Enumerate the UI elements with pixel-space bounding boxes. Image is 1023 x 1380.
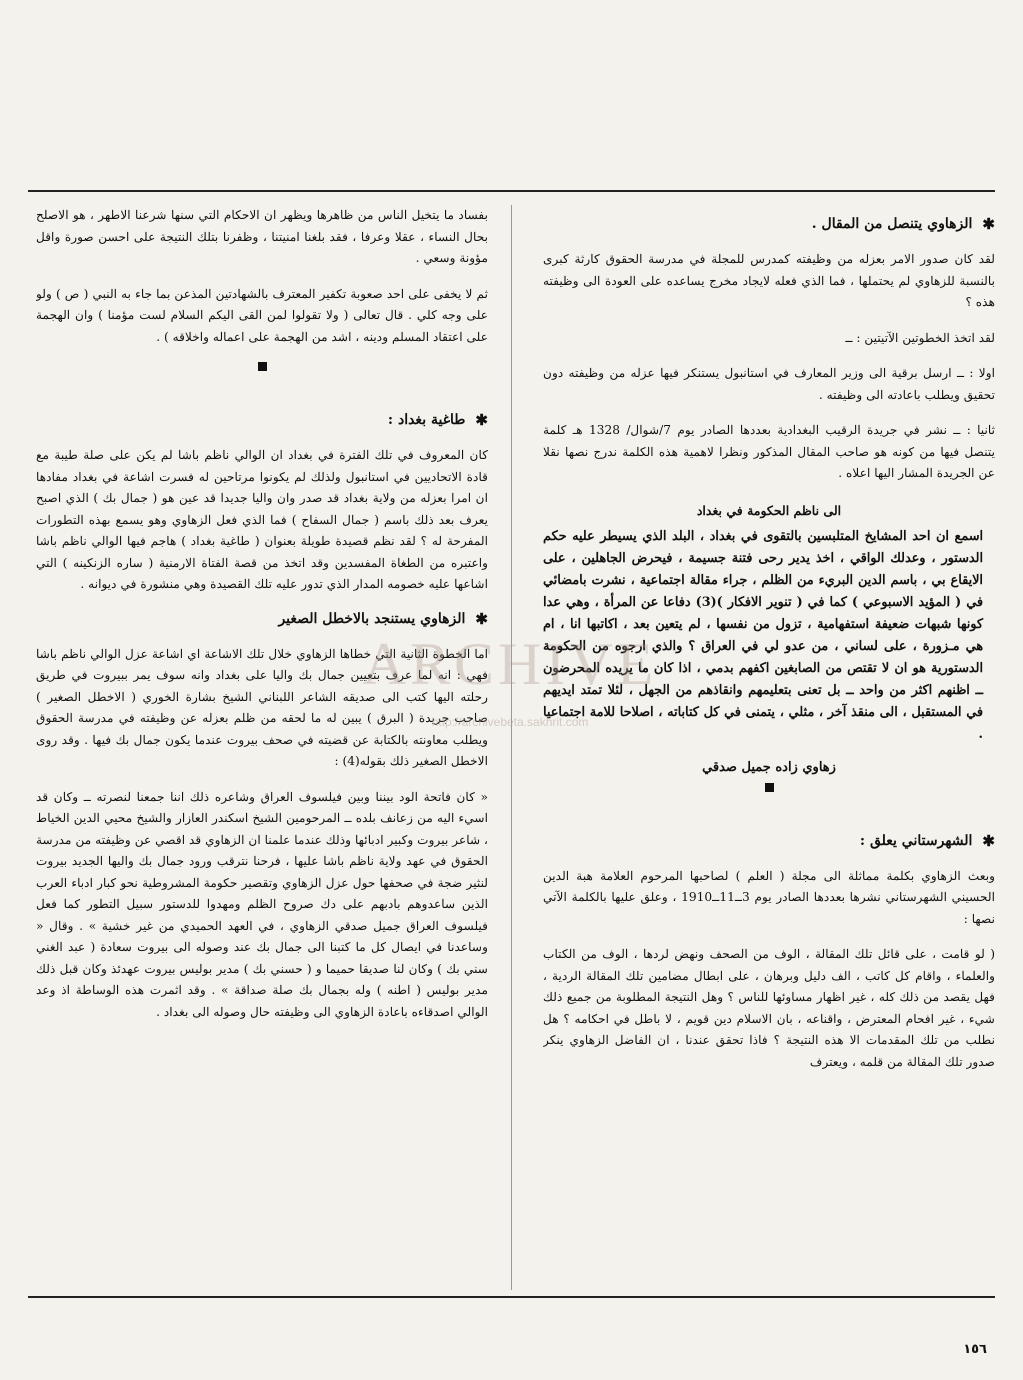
- paragraph: وبعث الزهاوي بكلمة مماثلة الى مجلة ( العلم ) لصاحبها المرحوم العلامة هبة الدين الحسيني الشهرستاني نشرها بعددها الصادر يوم 3ــ11ــ1910 ، وعلق عليها بالكلمة الآتي نصها :: [543, 868, 995, 926]
- paragraph: اولا : ــ ارسل برقية الى وزير المعارف في استانبول يستنكر فيها عزله من وظيفته دون تحقيق ويطلب باعادته الى وظيفته .: [543, 366, 995, 402]
- section-heading: [543, 215, 995, 233]
- column-divider: [511, 205, 512, 1290]
- letter-body: اسمع ان احد المشايخ المتلبسين بالتقوى في بغداد ، البلد الذي يسيطر عليه حكم الدستور ، وعدلك الواقي ، اخذ يدير رحى فتنة جسيمة ، فيحرض الجاهلين ، على الايقاع بي ، باسم الدين البريء من الظلم ، جراء مقالة اجتماعية ، نشرت بامضائي في ( المؤيد الاسبوعي ) كما في ( تنوير الافكار )(3) دفاعا عن المرأة ، وهي عدا كونها شبهات ضعيفة استفهامية ، تزول من نفسها ، لم يتعين بعد ، اكاتبها انا ، ام هي مـزورة ، على لساني ، من عدو لي في العراق ؟ والذي ارجوه من الحكومة الدستورية هو ان لا تقتص من الصابغين اكفهم بدمي ، اذا كان ما يريده المحرضون ــ اظنهم اكثر من واحد ــ بل تعنى بتعليمهم وانقاذهم من الجهل ، لئلا تمتد ايديهم في المستقبل ، الى منقذ آخر ، مثلي ، يتمنى في كل كتاباته ، اصلاحا للامة اجتماعيا .: [543, 528, 984, 742]
- paragraph: اما الخطوة الثانية التي خطاها الزهاوي خلال تلك الاشاعة اي اشاعة عزل الوالي ناظم باشا فهي : انه لما عرف بتعيين جمال بك واليا على بغداد وانه سوف يمر ببيروت في طريق رحلته اليها كتب الى صديقه الشاعر اللبناني الشيخ بشارة الخوري ( الاخطل الصغير ) صاحب جريدة ( البرق ) يبين له ما لحقه من ظلم بعزله عن وظيفته في مدرسة الحقوق ويطلب معاونته بالكتابة عن قضيته في صحف بيروت عندما يكون جمال بك فيها . وقد روى الاخطل الصغير ذلك بقوله(4) :: [36, 646, 488, 768]
- end-mark: [258, 362, 267, 371]
- watermark-url: http://archivebeta.sakhrit.com: [431, 715, 589, 729]
- paragraph: كان المعروف في تلك الفترة في بغداد ان الوالي ناظم باشا لم يكن على صلة طيبة مع قادة الاتحاديين في استانبول ولذلك لم يكونوا مرتاحين له فسرت اشاعة في بغداد مفادها ان امرا بعزله من ولاية بغداد قد صدر وان واليا جديدا قد عين هو ( جمال بك ) الذي اصبح يعرف بعد ذلك باسم ( جمال السفاح ) فما الذي فعل الزهاوي وهو يسمع بهذه التطورات المفرحة له ؟ لقد نظم قصيدة طويلة بعنوان ( طاغية بغداد ) هاجم فيها الوالي ناظم باشا واعتبره من الطغاة المفسدين وقد اتخذ من قصة الفتاة الارمنية ( ساره الزنكينه ) التي اشاعها عليه خصومه المدار الذي تدور عليه تلك القصيدة وهي منشورة في ديوانه .: [36, 448, 488, 591]
- paragraph: بفساد ما يتخيل الناس من ظاهرها ويظهر ان الاحكام التي سنها شرعنا الاطهر ، هو الاصلح بحال النساء ، عقلا وعرفا ، فقد بلغنا امنيتنا ، وظفرنا بتلك النتيجة على احسن صورة واقل مؤونة وسعي .: [36, 208, 488, 265]
- section-heading: [543, 832, 995, 850]
- end-mark: [765, 783, 774, 792]
- heading-text: طاغية بغداد :: [387, 412, 466, 428]
- paragraph: ثانيا : ــ نشر في جريدة الرقيب البغدادية بعددها الصادر يوم 7/شوال/ 1328 هـ كلمة يتنصل فيها من كونه هو صاحب المقال المذكور ونظرا لاهمية هذه الكلمة ندرج نصها نقلا عن الجريدة المشار اليها اعلاه .: [543, 423, 995, 480]
- bottom-rule: [28, 1296, 995, 1298]
- paragraph: لقد اتخذ الخطوتين الآتيتين : ــ: [845, 330, 995, 345]
- paragraph: ( لو قامت ، على قائل تلك المقالة ، الوف من الصحف ونهض لردها ، الوف من الكتاب والعلماء ، واقام كل كاتب ، الف دليل وبرهان ، على ابطال مضامين تلك المقالة الردية ، فهل يقصد من ذلك كله ، غير اظهار مساوئها للناس ؟ وهل النتيجة المطلوبة من جميع ذلك شيء ، غير افحام المعترض ، واقناعه ، بان الاسلام دين قويم ، لا باطل في احكامه ؟ هل نطلب من تلك المقدمات الا هذه النتيجة ؟ فاذا تحقق عندنا ، ان الفاضل الزهاوي ينكر صدور تلك المقالة من قلمه ، ويعترف: [543, 947, 995, 1069]
- paragraph: لقد كان صدور الامر بعزله من وظيفته كمدرس للمجلة في مدرسة الحقوق كارثة كبرى بالنسبة للزهاوي لم يحتملها ، فما الذي فعله لايجاد مخرج يساعده على العودة الى وظيفته هذه ؟: [543, 252, 995, 309]
- paragraph: « كان فاتحة الود بيننا وبين فيلسوف العراق وشاعره ذلك اننا جمعنا لنصرته ــ وكان قد اسيء اليه من زعانف بلده ــ المرحومين الشيخ اسكندر العازار والشيخ محيي الدين الخياط ، شاعر بيروت وكبير ادبائها وذلك عندما علمنا ان الزهاوي قد اقصي عن وظيفته من مدرسة الحقوق في عهد ولاية ناظم باشا عليها ، فرحنا نترقب ورود جمال بك واليها الجديد بيروت لنثير ضجة في صحفها حول عزل الزهاوي وتقصير حكومة المشروطية نحو كبار ادباء العرب الذين ساعدوهم بادبهم على دك صروح الظلم ومهدوا للدستور سبيل التطور كما فعل فيلسوف العراق جميل صدقي الزهاوي ، في العهد الحميدي من غير خشية » . وقال « وساعدنا في ايصال كل ما كتبنا الى جمال بك عند وصوله الى بيروت سعادة ( عبد الغني سني بك ) وكان لنا صديقا حميما و ( حسني بك ) مدير بوليس بيروت عهدئذ وكان قبل ذلك مدير بوليس ( اطنه ) وله بجمال بك صلة صداقة » . وقد اثمرت هذه الوساطة اذ وعد الوالي اصدقاءه باعادة الزهاوي الى وظيفته حال وصوله الى بغداد .: [36, 789, 488, 1019]
- heading-text: الزهاوي يستنجد بالاخطل الصغير: [278, 610, 466, 627]
- right-column: [543, 205, 995, 1285]
- letter-title: الى ناظم الحكومة في بغداد: [696, 502, 842, 518]
- watermark-logo: ARCHIVE: [362, 631, 658, 697]
- heading-text: الشهرستاني يعلق :: [859, 832, 973, 849]
- asterisk-icon: ✱: [475, 609, 488, 628]
- heading-text: الزهاوي يتنصل من المقال .: [811, 216, 973, 232]
- asterisk-icon: ✱: [982, 831, 995, 850]
- paragraph: ثم لا يخفى على احد صعوبة تكفير المعترف بالشهادتين المذعن بما جاء به النبي ( ص ) ولو على وجه كلي . قال تعالى ( ولا تقولوا لمن القى اليكم السلام لست مؤمنا ) وان الهجمة على اعتقاد المسلم ودينه ، اشد من الهجمة على اعماله واخلاقه ) .: [36, 286, 488, 344]
- section-heading: [36, 411, 488, 429]
- signature: زهاوي زاده جميل صدقي: [702, 759, 836, 775]
- asterisk-icon: ✱: [982, 215, 995, 233]
- asterisk-icon: ✱: [475, 411, 488, 429]
- left-column: [36, 205, 488, 1285]
- section-heading: [36, 610, 488, 628]
- page-number: ١٥٦: [963, 1342, 987, 1357]
- top-rule: [28, 190, 995, 192]
